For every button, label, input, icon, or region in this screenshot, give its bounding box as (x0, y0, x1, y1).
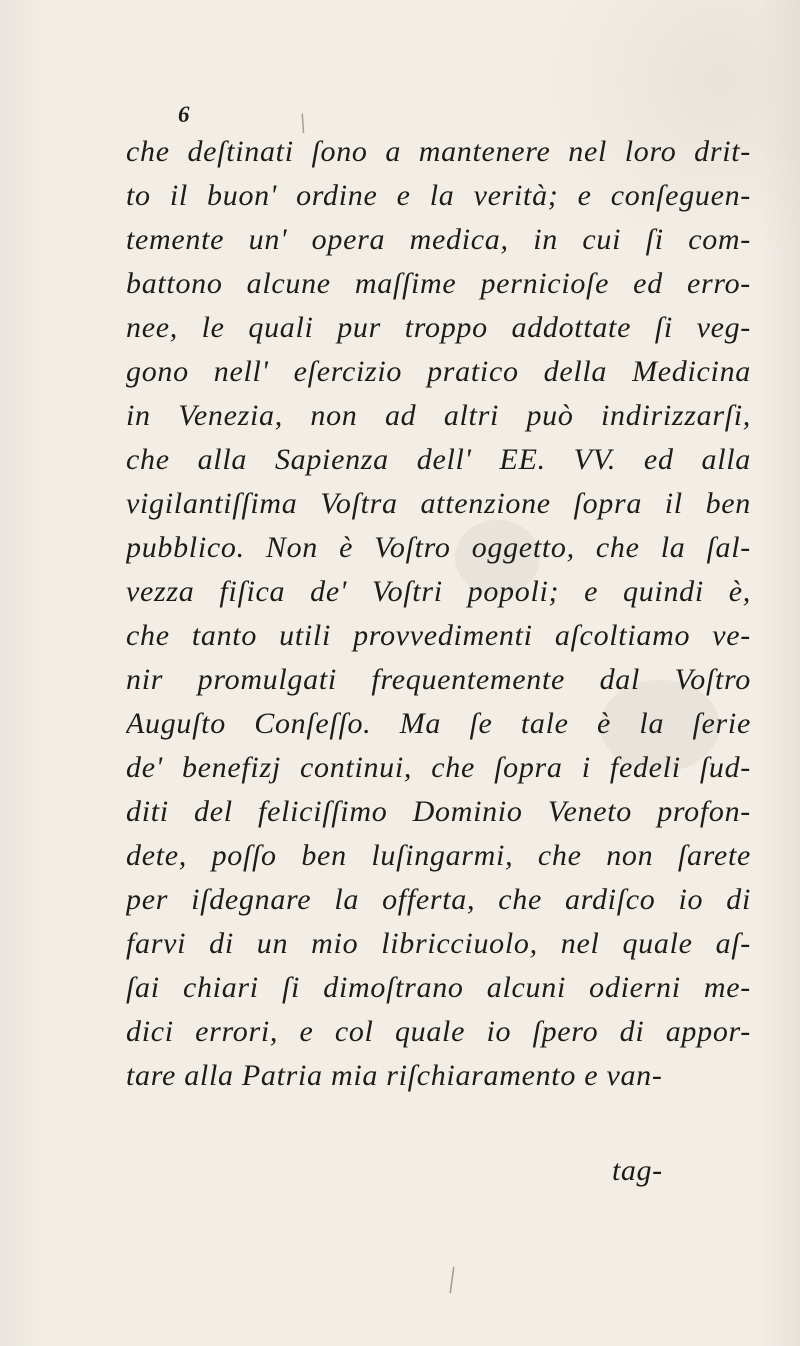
text-line: pubblico. Non è Voſtro oggetto, che la ſal- (126, 531, 751, 564)
text-line: tare alla Patria mia riſchiaramento e van- (126, 1059, 663, 1092)
text-line: vigilantiſſima Voſtra attenzione ſopra il ben (126, 487, 751, 520)
text-line: de' benefizj continui, che ſopra i fedeli ſud- (126, 751, 751, 784)
text-line: dici errori, e col quale io ſpero di appor- (126, 1015, 751, 1048)
text-line: diti del feliciſſimo Dominio Veneto profon- (126, 795, 751, 828)
text-line: Auguſto Conſeſſo. Ma ſe tale è la ſerie (126, 707, 751, 740)
text-line: to il buon' ordine e la verità; e conſeguen- (126, 179, 751, 212)
text-line: per iſdegnare la offerta, che ardiſco io di (126, 883, 751, 916)
text-line: dete, poſſo ben luſingarmi, che non ſarete (126, 839, 751, 872)
paper-mark: ⁄ (295, 113, 313, 136)
text-line: che deſtinati ſono a mantenere nel loro drit- (126, 135, 751, 168)
text-line: ſai chiari ſi dimoſtrano alcuni odierni me- (126, 971, 751, 1004)
text-line: temente un' opera medica, in cui ſi com- (126, 223, 751, 256)
page-number: 6 (178, 102, 190, 127)
paper-mark: ╲ (440, 1266, 464, 1294)
body-text (126, 130, 751, 1098)
text-line: vezza fiſica de' Voſtri popoli; e quindi è, (126, 575, 751, 608)
text-line: farvi di un mio libricciuolo, nel quale aſ- (126, 927, 751, 960)
catchword: tag- (612, 1154, 663, 1187)
text-line: battono alcune maſſime pernicioſe ed erro- (126, 267, 751, 300)
text-line: nee, le quali pur troppo addottate ſi veg- (126, 311, 751, 344)
text-line: nir promulgati frequentemente dal Voſtro (126, 663, 751, 696)
text-line: che alla Sapienza dell' EE. VV. ed alla (126, 443, 751, 476)
text-line: che tanto utili provvedimenti aſcoltiamo ve- (126, 619, 751, 652)
text-line: in Venezia, non ad altri può indirizzarſi, (126, 399, 751, 432)
text-line: gono nell' eſercizio pratico della Medicina (126, 355, 751, 388)
